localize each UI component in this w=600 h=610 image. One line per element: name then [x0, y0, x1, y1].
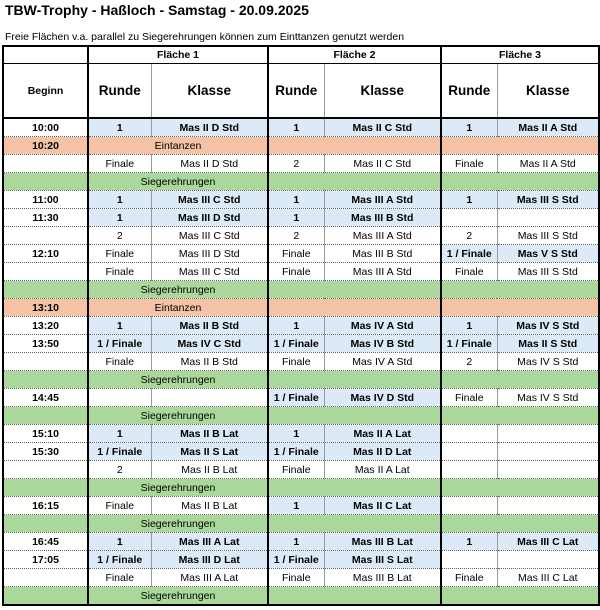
klasse-cell: Mas IV D Std: [324, 389, 441, 407]
klasse-cell: Mas III S Std: [497, 191, 599, 209]
klasse-header: Klasse: [151, 64, 268, 119]
time-cell: [3, 281, 88, 299]
schedule-row: [3, 389, 599, 407]
event-cell: [441, 299, 599, 317]
time-cell: 10:00: [3, 118, 88, 137]
klasse-cell: Mas II D Std: [151, 118, 268, 137]
klasse-cell: Mas II D Lat: [324, 443, 441, 461]
time-cell: [3, 173, 88, 191]
runde-cell: Finale: [441, 263, 497, 281]
klasse-cell: Mas III A Std: [324, 263, 441, 281]
schedule-row: [3, 407, 599, 425]
schedule-row: [3, 551, 599, 569]
klasse-header: Klasse: [324, 64, 441, 119]
runde-cell: 1 / Finale: [268, 551, 324, 569]
page-title: TBW-Trophy - Haßloch - Samstag - 20.09.2025: [5, 2, 309, 18]
klasse-cell: Mas III C Lat: [497, 569, 599, 587]
runde-cell: Finale: [268, 353, 324, 371]
schedule-row: [3, 317, 599, 335]
schedule-row: [3, 173, 599, 191]
runde-cell: 1: [268, 533, 324, 551]
runde-cell: 1: [88, 317, 151, 335]
klasse-cell: Mas III B Lat: [324, 569, 441, 587]
klasse-cell: Mas II B Lat: [151, 461, 268, 479]
event-cell: [268, 479, 441, 497]
klasse-cell: Mas IV B Std: [324, 335, 441, 353]
time-cell: 13:20: [3, 317, 88, 335]
klasse-cell: Mas II A Lat: [324, 461, 441, 479]
schedule-row: [3, 335, 599, 353]
klasse-cell: Mas IV S Std: [497, 317, 599, 335]
klasse-cell: Mas III S Std: [497, 263, 599, 281]
event-cell: [441, 479, 599, 497]
klasse-cell: Mas II A Lat: [324, 425, 441, 443]
runde-cell: 2: [88, 227, 151, 245]
klasse-cell: Mas II C Std: [324, 155, 441, 173]
runde-cell: Finale: [88, 155, 151, 173]
schedule-row: [3, 155, 599, 173]
runde-cell: Finale: [88, 245, 151, 263]
runde-cell: 1: [88, 425, 151, 443]
event-cell: Siegerehrungen: [88, 173, 268, 191]
schedule-table: [2, 45, 600, 606]
schedule-row: [3, 245, 599, 263]
runde-cell: 1: [268, 209, 324, 227]
time-cell: 12:10: [3, 245, 88, 263]
runde-cell: Finale: [268, 263, 324, 281]
schedule-row: [3, 569, 599, 587]
time-cell: [3, 263, 88, 281]
time-cell: 10:20: [3, 137, 88, 155]
runde-cell: [441, 443, 497, 461]
klasse-cell: Mas II A Std: [497, 155, 599, 173]
klasse-cell: Mas III S Std: [497, 227, 599, 245]
runde-header: Runde: [268, 64, 324, 119]
klasse-cell: Mas V S Std: [497, 245, 599, 263]
schedule-row: [3, 371, 599, 389]
runde-cell: 2: [441, 227, 497, 245]
runde-cell: Finale: [88, 497, 151, 515]
event-cell: [441, 173, 599, 191]
schedule-row: [3, 263, 599, 281]
runde-cell: 1: [88, 191, 151, 209]
klasse-cell: Mas III A Lat: [151, 533, 268, 551]
runde-cell: 1: [268, 118, 324, 137]
klasse-cell: Mas III A Std: [324, 191, 441, 209]
time-cell: [3, 353, 88, 371]
runde-cell: 1: [268, 425, 324, 443]
klasse-cell: Mas II A Std: [497, 118, 599, 137]
runde-cell: [88, 389, 151, 407]
time-cell: 15:30: [3, 443, 88, 461]
klasse-cell: Mas IV S Std: [497, 389, 599, 407]
time-cell: [3, 371, 88, 389]
klasse-cell: Mas IV C Std: [151, 335, 268, 353]
time-cell: 14:45: [3, 389, 88, 407]
event-cell: Eintanzen: [88, 299, 268, 317]
event-cell: [268, 407, 441, 425]
event-cell: [268, 371, 441, 389]
time-cell: 13:50: [3, 335, 88, 353]
klasse-cell: Mas III C Lat: [497, 533, 599, 551]
runde-cell: 2: [268, 155, 324, 173]
event-cell: [441, 515, 599, 533]
runde-cell: Finale: [88, 353, 151, 371]
runde-cell: [441, 209, 497, 227]
time-cell: 13:10: [3, 299, 88, 317]
schedule-row: [3, 209, 599, 227]
klasse-cell: [497, 497, 599, 515]
runde-cell: 1 / Finale: [441, 245, 497, 263]
schedule-row: [3, 533, 599, 551]
klasse-cell: [497, 425, 599, 443]
event-cell: Siegerehrungen: [88, 479, 268, 497]
event-cell: [441, 371, 599, 389]
time-cell: [3, 407, 88, 425]
time-cell: 16:45: [3, 533, 88, 551]
runde-header: Runde: [88, 64, 151, 119]
klasse-cell: Mas II B Lat: [151, 497, 268, 515]
klasse-cell: Mas III C Std: [151, 227, 268, 245]
time-cell: 17:05: [3, 551, 88, 569]
area-1-header: Fläche 1: [88, 46, 268, 64]
runde-cell: [441, 497, 497, 515]
runde-cell: 1 / Finale: [268, 335, 324, 353]
runde-cell: Finale: [88, 263, 151, 281]
klasse-cell: Mas III B Std: [324, 209, 441, 227]
klasse-cell: Mas III A Std: [324, 227, 441, 245]
runde-cell: 1 / Finale: [268, 389, 324, 407]
runde-cell: 2: [88, 461, 151, 479]
klasse-cell: Mas III B Std: [324, 245, 441, 263]
event-cell: [268, 587, 441, 606]
klasse-cell: Mas III D Lat: [151, 551, 268, 569]
info-note: Freie Flächen v.a. parallel zu Siegerehrungen können zum Einttanzen genutzt werden: [5, 31, 405, 43]
schedule-body: [3, 118, 599, 605]
klasse-cell: Mas III B Lat: [324, 533, 441, 551]
klasse-cell: Mas III C Std: [151, 263, 268, 281]
schedule-row: [3, 299, 599, 317]
klasse-cell: Mas II C Lat: [324, 497, 441, 515]
event-cell: [268, 515, 441, 533]
klasse-cell: [497, 461, 599, 479]
klasse-cell: Mas II S Std: [497, 335, 599, 353]
runde-cell: 1: [268, 317, 324, 335]
schedule-row: [3, 497, 599, 515]
time-cell: [3, 479, 88, 497]
schedule-row: [3, 227, 599, 245]
event-cell: [268, 299, 441, 317]
klasse-cell: Mas IV A Std: [324, 353, 441, 371]
event-cell: [268, 173, 441, 191]
runde-cell: [441, 461, 497, 479]
runde-cell: Finale: [441, 389, 497, 407]
runde-cell: Finale: [441, 569, 497, 587]
time-cell: 11:00: [3, 191, 88, 209]
event-cell: Siegerehrungen: [88, 587, 268, 606]
runde-cell: 2: [268, 227, 324, 245]
runde-cell: [441, 551, 497, 569]
runde-cell: 1: [441, 533, 497, 551]
area-3-header: Fläche 3: [441, 46, 599, 64]
runde-cell: 1: [268, 191, 324, 209]
time-cell: [3, 515, 88, 533]
runde-cell: 1: [88, 209, 151, 227]
runde-cell: 2: [441, 353, 497, 371]
event-cell: Siegerehrungen: [88, 515, 268, 533]
time-cell: [3, 461, 88, 479]
klasse-cell: [497, 443, 599, 461]
schedule-row: [3, 353, 599, 371]
runde-cell: 1 / Finale: [88, 335, 151, 353]
klasse-cell: Mas III D Std: [151, 209, 268, 227]
schedule-row: [3, 515, 599, 533]
schedule-row: [3, 425, 599, 443]
klasse-cell: Mas II B Lat: [151, 425, 268, 443]
runde-cell: Finale: [268, 245, 324, 263]
time-cell: 15:10: [3, 425, 88, 443]
event-cell: [441, 281, 599, 299]
schedule-row: [3, 479, 599, 497]
event-cell: Siegerehrungen: [88, 371, 268, 389]
klasse-cell: Mas IV S Std: [497, 353, 599, 371]
klasse-cell: Mas II S Lat: [151, 443, 268, 461]
runde-cell: 1 / Finale: [268, 443, 324, 461]
runde-cell: Finale: [88, 569, 151, 587]
event-cell: [268, 281, 441, 299]
event-cell: Siegerehrungen: [88, 407, 268, 425]
runde-cell: 1: [441, 118, 497, 137]
time-cell: 11:30: [3, 209, 88, 227]
runde-cell: 1: [441, 191, 497, 209]
klasse-cell: [497, 551, 599, 569]
event-cell: [441, 407, 599, 425]
area-2-header: Fläche 2: [268, 46, 441, 64]
schedule-row: [3, 461, 599, 479]
klasse-cell: Mas III D Std: [151, 245, 268, 263]
beginn-header: Beginn: [3, 64, 88, 119]
event-cell: Eintanzen: [88, 137, 268, 155]
klasse-cell: Mas IV A Std: [324, 317, 441, 335]
klasse-cell: Mas II B Std: [151, 317, 268, 335]
runde-cell: 1 / Finale: [88, 551, 151, 569]
klasse-cell: Mas III S Lat: [324, 551, 441, 569]
runde-cell: Finale: [441, 155, 497, 173]
time-cell: [3, 155, 88, 173]
klasse-cell: [151, 389, 268, 407]
runde-cell: 1 / Finale: [441, 335, 497, 353]
event-cell: [441, 587, 599, 606]
time-cell: 16:15: [3, 497, 88, 515]
runde-cell: 1: [268, 497, 324, 515]
klasse-cell: Mas III A Lat: [151, 569, 268, 587]
klasse-cell: Mas II C Std: [324, 118, 441, 137]
runde-cell: Finale: [268, 569, 324, 587]
time-cell: [3, 227, 88, 245]
schedule-row: [3, 191, 599, 209]
schedule-row: [3, 137, 599, 155]
klasse-cell: Mas III C Std: [151, 191, 268, 209]
klasse-header: Klasse: [497, 64, 599, 119]
schedule-row: [3, 118, 599, 137]
event-cell: Siegerehrungen: [88, 281, 268, 299]
runde-cell: 1: [88, 533, 151, 551]
runde-cell: Finale: [268, 461, 324, 479]
runde-cell: 1 / Finale: [88, 443, 151, 461]
schedule-row: [3, 587, 599, 606]
event-cell: [441, 137, 599, 155]
runde-cell: 1: [88, 118, 151, 137]
runde-cell: [441, 425, 497, 443]
time-cell: [3, 569, 88, 587]
time-cell: [3, 587, 88, 606]
header-blank: [3, 46, 88, 64]
klasse-cell: Mas II B Std: [151, 353, 268, 371]
schedule-row: [3, 443, 599, 461]
runde-cell: 1: [441, 317, 497, 335]
schedule-row: [3, 281, 599, 299]
klasse-cell: Mas II D Std: [151, 155, 268, 173]
event-cell: [268, 137, 441, 155]
runde-header: Runde: [441, 64, 497, 119]
klasse-cell: [497, 209, 599, 227]
